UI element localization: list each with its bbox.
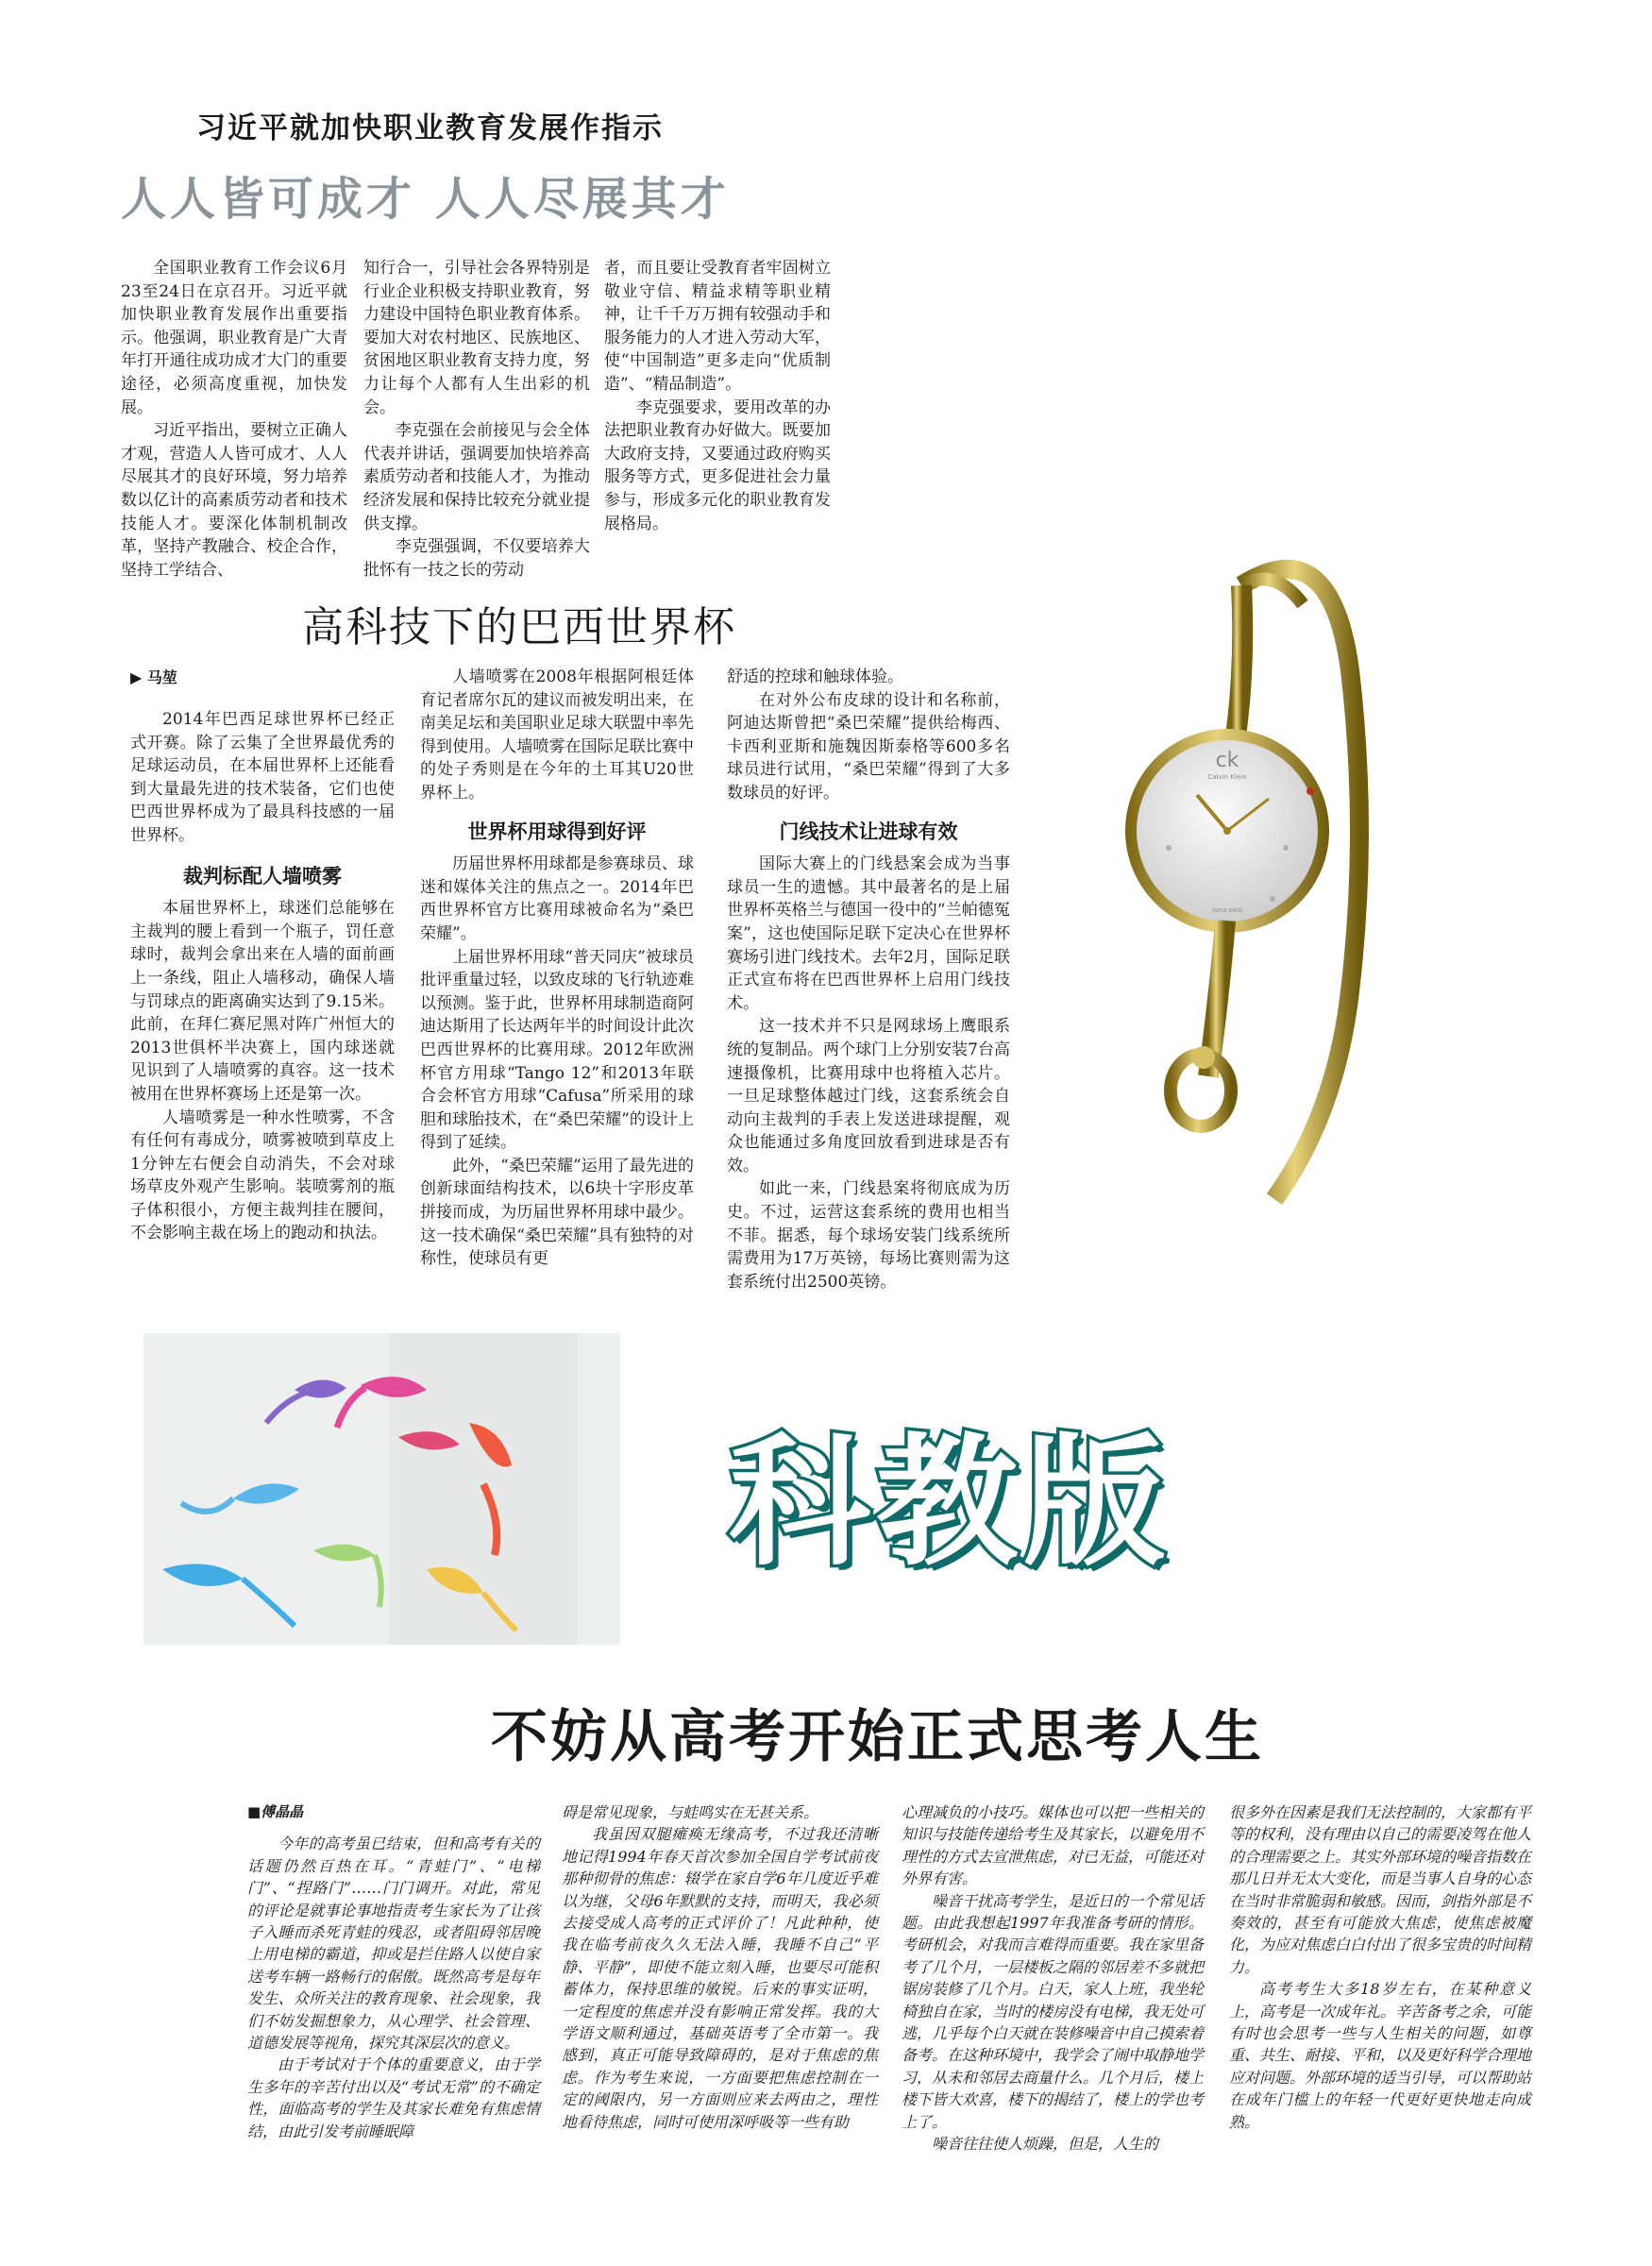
article1-column-1 bbox=[121, 257, 347, 582]
watch-image bbox=[1114, 548, 1416, 1209]
koi-fish-image bbox=[143, 1333, 620, 1645]
paragraph: 高考考生大多18岁左右，在某种意义上，高考是一次成年礼。辛苦备考之余，可能有时也会思考一些与人生相关的问题，如尊重、共生、耐接、平和，以及更好科学合理地应对问题。外部环境的适当引导，可以帮助站在成年门槛上的年轻一代更好更快地走向成熟。 bbox=[1229, 1980, 1532, 2131]
paragraph: 国际大赛上的门线悬案会成为当事球员一生的遗憾。其中最著名的是上届世界杯英格兰与德国一役中的“兰帕德冤案”，这也使国际足联下定决心在世界杯赛场引进门线技术。去年2月，国际足联正式宣布将在巴西世界杯上启用门线技术。 bbox=[727, 854, 1010, 1013]
paragraph: 很多外在因素是我们无法控制的，大家都有平等的权利，没有理由以自己的需要凌驾在他人的合理需要之上。其实外部环境的噪音指数在那几日并无太大变化，而是当事人自身的心态在当时非常脆弱和敏感。因而，剑指外部是不奏效的，甚至有可能放大焦虑，使焦虑被魔化，为应对焦虑白白付出了很多宝贵的时间精力。 bbox=[1229, 1803, 1532, 1976]
paragraph: 此外，“桑巴荣耀”运用了最先进的创新球面结构技术，以6块十字形皮革拼接而成，为历届世界杯用球中最少。这一技术确保“桑巴荣耀”具有独特的对称性，使球员有更 bbox=[420, 1156, 694, 1269]
paragraph: 者，而且要让受教育者牢固树立敬业守信、精益求精等职业精神，让千千万万拥有较强动手和服务能力的人才进入劳动大军，使“中国制造”更多走向“优质制造”、“精品制造”。 bbox=[604, 259, 831, 394]
article2-author: ▶ 马堃 bbox=[130, 668, 177, 686]
article2-column-2 bbox=[420, 666, 694, 1271]
watch-brand: ck bbox=[1215, 749, 1239, 772]
paragraph: 在对外公布皮球的设计和名称前，阿迪达斯曾把“桑巴荣耀”提供给梅西、卡西利亚斯和施魏因斯泰格等600多名球员进行试用，“桑巴荣耀”得到了大多数球员的好评。 bbox=[727, 690, 1010, 803]
watch-brand-sub: Calvin Klein bbox=[1207, 773, 1247, 781]
article1-column-2 bbox=[363, 257, 590, 582]
paragraph: 知行合一，引导社会各界特别是行业企业积极支持职业教育，努力建设中国特色职业教育体系。要加大对农村地区、民族地区、贫困地区职业教育支持力度，努力让每个人都有人生出彩的机会。 bbox=[363, 259, 590, 417]
paragraph: 历届世界杯用球都是参赛球员、球迷和媒体关注的焦点之一。2014年巴西世界杯官方比赛用球被命名为“桑巴荣耀”。 bbox=[420, 854, 694, 943]
subheading: 世界杯用球得到好评 bbox=[467, 820, 647, 843]
section-title: 科教版 bbox=[729, 1421, 1172, 1585]
article3-column-2 bbox=[562, 1801, 878, 2133]
paragraph: 人墙喷雾在2008年根据阿根廷体育记者席尔瓦的建议而被发明出来，在南美足坛和美国职业足球大联盟中率先得到使用。人墙喷雾在国际足联比赛中的处子秀则是在今年的土耳其U20世界杯上。 bbox=[420, 668, 694, 803]
article3-column-1 bbox=[247, 1801, 540, 2142]
paragraph: 这一技术并不只是网球场上鹰眼系统的复制品。两个球门上分别安装7台高速摄像机，比赛用球中也将植入芯片。一旦足球整体越过门线，这套系统会自动向主裁判的手表上发送进球提醒，观众也能通过多角度回放看到进球是否有效。 bbox=[727, 1017, 1010, 1175]
subheading: 门线技术让进球有效 bbox=[779, 820, 958, 843]
article2-column-3 bbox=[727, 666, 1010, 1294]
article3-headline: 不妨从高考开始正式思考人生 bbox=[491, 1704, 1264, 1770]
paragraph: 由于考试对于个体的重要意义，由于学生多年的辛苦付出以及“考试无常”的不确定性，面临高考的学生及其家长难免有焦虑情结，由此引发考前睡眠障 bbox=[247, 2055, 540, 2140]
article1-kicker: 习近平就加快职业教育发展作指示 bbox=[196, 111, 664, 145]
paragraph: 上届世界杯用球“普天同庆”被球员批评重量过轻，以致皮球的飞行轨迹难以预测。鉴于此，世界杯用球制造商阿迪达斯用了长达两年半的时间设计此次巴西世界杯的比赛用球。2012年欧洲杯官方用球“Tango 12”和2013年联合会杯官方用球“Cafusa”所采用的球胆和球胎技术，在“桑巴荣耀”的设计上得到了延续。 bbox=[420, 947, 694, 1153]
paragraph: 今年的高考虽已结束，但和高考有关的话题仍然百热在耳。“青蛙门”、“电梯门”、“捏路门”……门门调开。对此，常见的评论是就事论事地指责考生家长为了让孩子入睡而杀死青蛙的残忍，或者阻碍邻居晚上用电梯的霸道，抑或是拦住路人以使自家送考车辆一路畅行的倨傲。既然高考是每年发生、众所关注的教育现象、社会现象，我们不妨发掘想象力，从心理学、社会管理、道德发展等视角，探究其深层次的意义。 bbox=[247, 1835, 540, 2053]
paragraph: 习近平指出，要树立正确人才观，营造人人皆可成才、人人尽展其才的良好环境，努力培养数以亿计的高素质劳动者和技术技能人才。要深化体制机制改革，坚持产教融合、校企合作，坚持工学结合、 bbox=[121, 421, 347, 580]
paragraph: 李克强强调，不仅要培养大批怀有一技之长的劳动 bbox=[363, 537, 590, 580]
paragraph: 本届世界杯上，球迷们总能够在主裁判的腰上看到一个瓶子，罚任意球时，裁判会拿出来在人墙的面前画上一条线，阻止人墙移动，确保人墙与罚球点的距离确实达到了9.15米。此前，在拜仁赛尼黑对阵广州恒大的2013世俱杯半决赛上，国内球迷就见识到了人墙喷雾的真容。这一技术被用在世界杯赛场上还是第一次。 bbox=[130, 899, 395, 1104]
paragraph: 舒适的控球和触球体验。 bbox=[727, 668, 903, 686]
paragraph: 心理减负的小技巧。媒体也可以把一些相关的知识与技能传递给考生及其家长，以避免用不理性的方式去宣泄焦虑，对已无益，可能还对外界有害。 bbox=[902, 1803, 1205, 1888]
paragraph: 李克强要求，要用改革的办法把职业教育办好做大。既要加大政府支持，又要通过政府购买服务等方式，更多促进社会力量参与，形成多元化的职业教育发展格局。 bbox=[604, 397, 831, 533]
article1-headline: 人人皆可成才 人人尽展其才 bbox=[121, 173, 730, 226]
paragraph: 人墙喷雾是一种水性喷雾，不含有任何有毒成分，喷雾被喷到草皮上1分钟左右便会自动消失，不会对球场草皮外观产生影响。装喷雾剂的瓶子体积很小，方便主裁判挂在腰间，不会影响主裁在场上的跑动和执法。 bbox=[130, 1108, 395, 1243]
article3-column-4 bbox=[1229, 1801, 1531, 2133]
article2-headline: 高科技下的巴西世界杯 bbox=[302, 603, 736, 651]
paragraph: 李克强在会前接见与会全体代表并讲话，强调要加快培养高素质劳动者和技能人才，为推动经济发展和保持比较充分就业提供支撑。 bbox=[363, 421, 590, 533]
paragraph: 如此一来，门线悬案将彻底成为历史。不过，运营这套系统的费用也相当不菲。据悉，每个球场安装门线系统所需费用为17万英镑，每场比赛则需为这套系统付出2500英镑。 bbox=[727, 1179, 1010, 1292]
watch-dial-mark: SWISS MADE bbox=[1211, 908, 1243, 914]
article2-column-1 bbox=[130, 708, 395, 1245]
paragraph: 碍是常见现象，与蛙鸣实在无甚关系。 bbox=[562, 1803, 819, 1821]
paragraph: 我虽因双腿瘫痪无缘高考，不过我还清晰地记得1994年春天首次参加全国自学考试前夜那种彻骨的焦虑：辍学在家自学6年几度近乎难以为继，父母6年默默的支持，而明天，我必须去接受成人高考的正式评价了！凡此种种，使我在临考前夜久久无法入睡，我睡不自己“平静、平静”，即使不能立刻入睡，也要尽可能积蓄体力，保持思维的敏锐。后来的事实证明，一定程度的焦虑并没有影响正常发挥。我的大学语文顺利通过，基础英语考了全市第一。我感到，真正可能导致障碍的，是对于焦虑的焦虑。作为考生来说，一方面要把焦虑控制在一定的阈限内，另一方面则应来去两由之，理性地看待焦虑，同时可使用深呼吸等一些有助 bbox=[562, 1825, 878, 2131]
article1-column-3 bbox=[604, 257, 831, 535]
article3-column-3 bbox=[902, 1801, 1204, 2156]
subheading: 裁判标配人墙喷雾 bbox=[183, 864, 342, 888]
paragraph: 噪音干扰高考学生，是近日的一个常见话题。由此我想起1997年我准备考研的情形。考研机会，对我而言难得而重要。我在家里备考了几个月，一层楼板之隔的邻居差不多就把锯房装修了几个月。白天，家人上班，我坐轮椅独自在家，当时的楼房没有电梯，我无处可逃，几乎每个白天就在装修噪音中自己摸索着备考。在这种环境中，我学会了闹中取静地学习，从未和邻居去商量什么。几个月后，楼上楼下皆大欢喜，楼下的揭结了，楼上的学也考上了。 bbox=[902, 1891, 1205, 2131]
paragraph: 噪音往往使人烦躁，但是，人生的 bbox=[932, 2135, 1159, 2154]
article3-author: ■傅晶晶 bbox=[247, 1803, 304, 1820]
paragraph: 全国职业教育工作会议6月23至24日在京召开。习近平就加快职业教育发展作出重要指示。他强调，职业教育是广大青年打开通往成功成才大门的重要途径，必须高度重视，加快发展。 bbox=[121, 259, 347, 417]
paragraph: 2014年巴西足球世界杯已经正式开赛。除了云集了全世界最优秀的足球运动员，在本届世界杯上还能看到大量最先进的技术装备，它们也使巴西世界杯成为了最具科技感的一届世界杯。 bbox=[130, 710, 395, 845]
